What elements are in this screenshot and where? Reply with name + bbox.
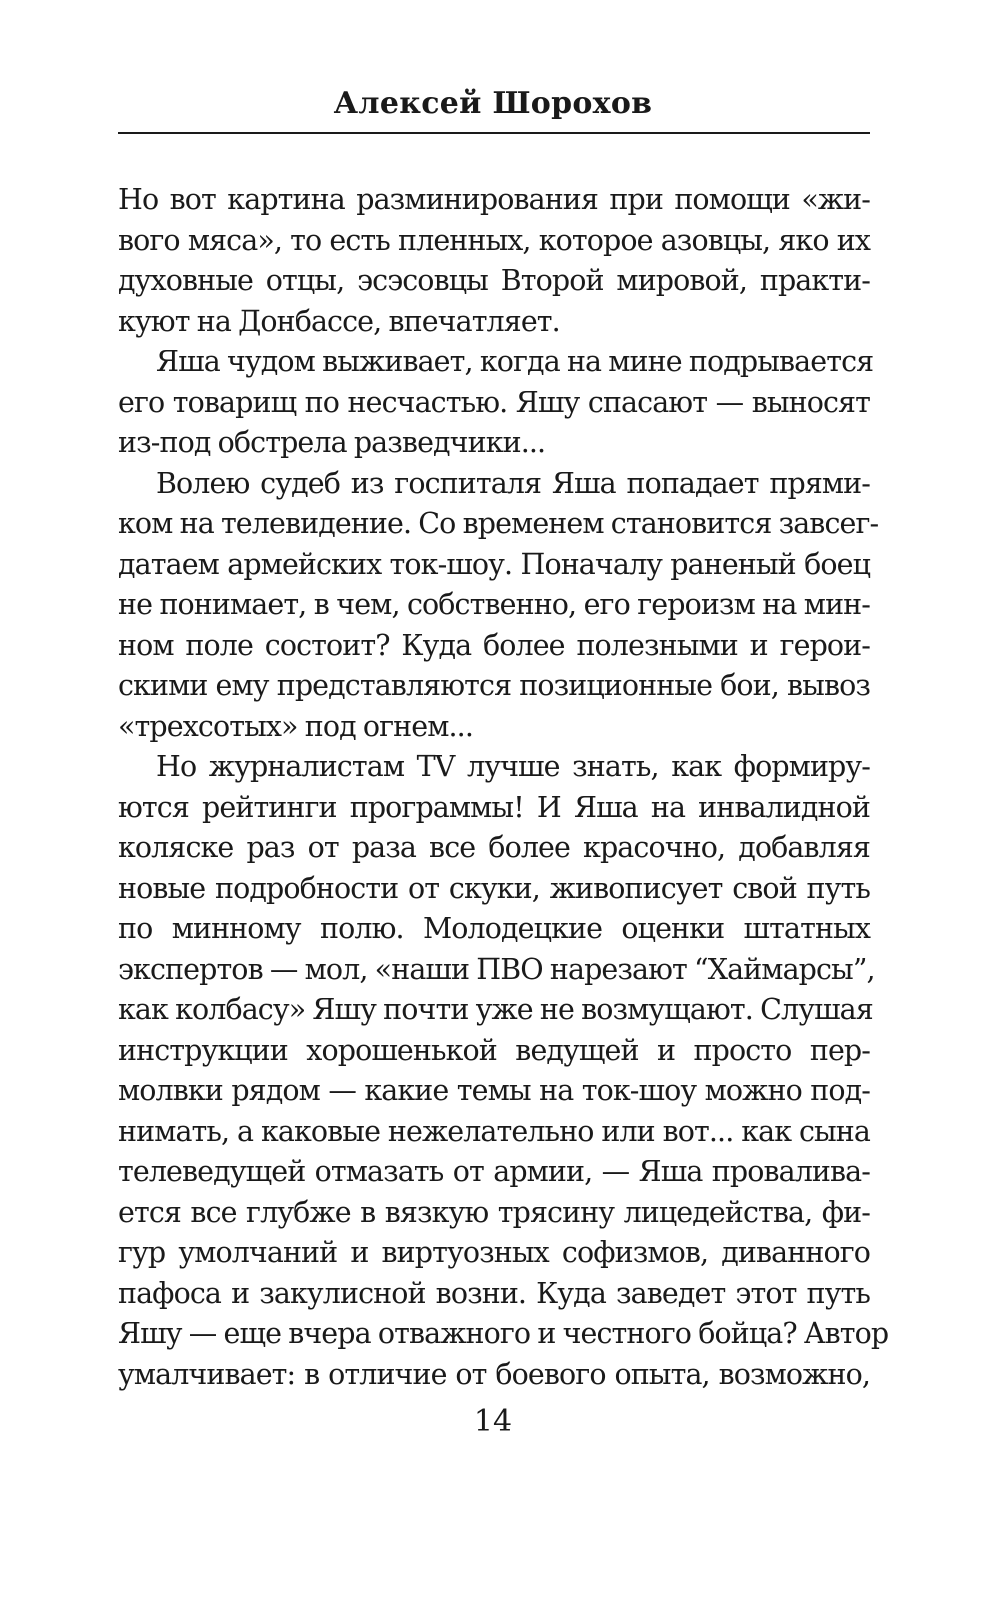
text-line: куют на Донбассе, впечатляет. [118, 304, 560, 338]
text-line: «трехсотых» под огнем... [118, 709, 473, 743]
text-line: ном поле состоит? Куда более полезными и герои- [118, 628, 870, 662]
text-line: коляске раз от раза все более красочно, добавляя [118, 831, 870, 864]
text-line: скими ему представляются позиционные бои, вывоз [118, 669, 870, 702]
text-line: ком на телевидение. Со временем становится завсег- [118, 507, 879, 540]
text-line: духовные отцы, эсэсовцы Второй мировой, практи- [118, 264, 870, 297]
text-line: вого мяса», то есть пленных, которое азовцы, яко их [118, 223, 870, 257]
text-line: нимать, а каковые нежелательно или вот... как сына [118, 1114, 870, 1148]
page-number: 14 [473, 1404, 513, 1439]
header-rule [118, 132, 870, 134]
body-text [118, 180, 889, 1395]
text-line: по минному полю. Молодецкие оценки штатных [118, 912, 870, 945]
text-line: его товарищ по несчастью. Яшу спасают — выносят [118, 385, 870, 419]
text-line: инструкции хорошенькой ведущей и просто пер- [118, 1033, 870, 1067]
text-line: как колбасу» Яшу почти уже не возмущают. Слушая [118, 993, 873, 1026]
text-line: умалчивает: в отличие от боевого опыта, возможно, [118, 1357, 870, 1391]
text-line: телеведущей отмазать от армии, — Яша проваливa- [118, 1155, 870, 1188]
text-line: из-под обстрела разведчики... [118, 426, 546, 459]
text-line: не понимает, в чем, собственно, его героизм на мин- [118, 588, 870, 621]
text-line: пафоса и закулисной возни. Куда заведет этот путь [118, 1276, 870, 1310]
text-line: ется все глубже в вязкую трясину лицедейства, фи- [118, 1195, 870, 1229]
text-line: новые подробности от скуки, живописует свой путь [118, 871, 870, 905]
text-line: ются рейтинги программы! И Яша на инвалидной [118, 790, 870, 824]
text-line: Но вот картина разминирования при помощи «жи- [118, 183, 870, 216]
text-line: Яшу — еще вчера отважного и честного бойца? Автор [118, 1317, 889, 1350]
running-head-author: Алексей Шорохов [333, 86, 653, 121]
text-line: молвки рядом — какие темы на ток-шоу можно под- [118, 1074, 870, 1107]
text-line: гур умолчаний и виртуозных софизмов, диванного [118, 1236, 870, 1269]
text-line: Волею судеб из госпиталя Яша попадает прями- [156, 466, 870, 500]
text-line: датаем армейских ток-шоу. Поначалу раненый боец [118, 547, 870, 581]
text-line: Яша чудом выживает, когда на мине подрывается [156, 345, 874, 378]
text-line: экспертов — мол, «наши ПВО нарезают “Хаймарсы”, [118, 952, 875, 986]
text-line: Но журналистам TV лучше знать, как формиру- [156, 750, 870, 783]
